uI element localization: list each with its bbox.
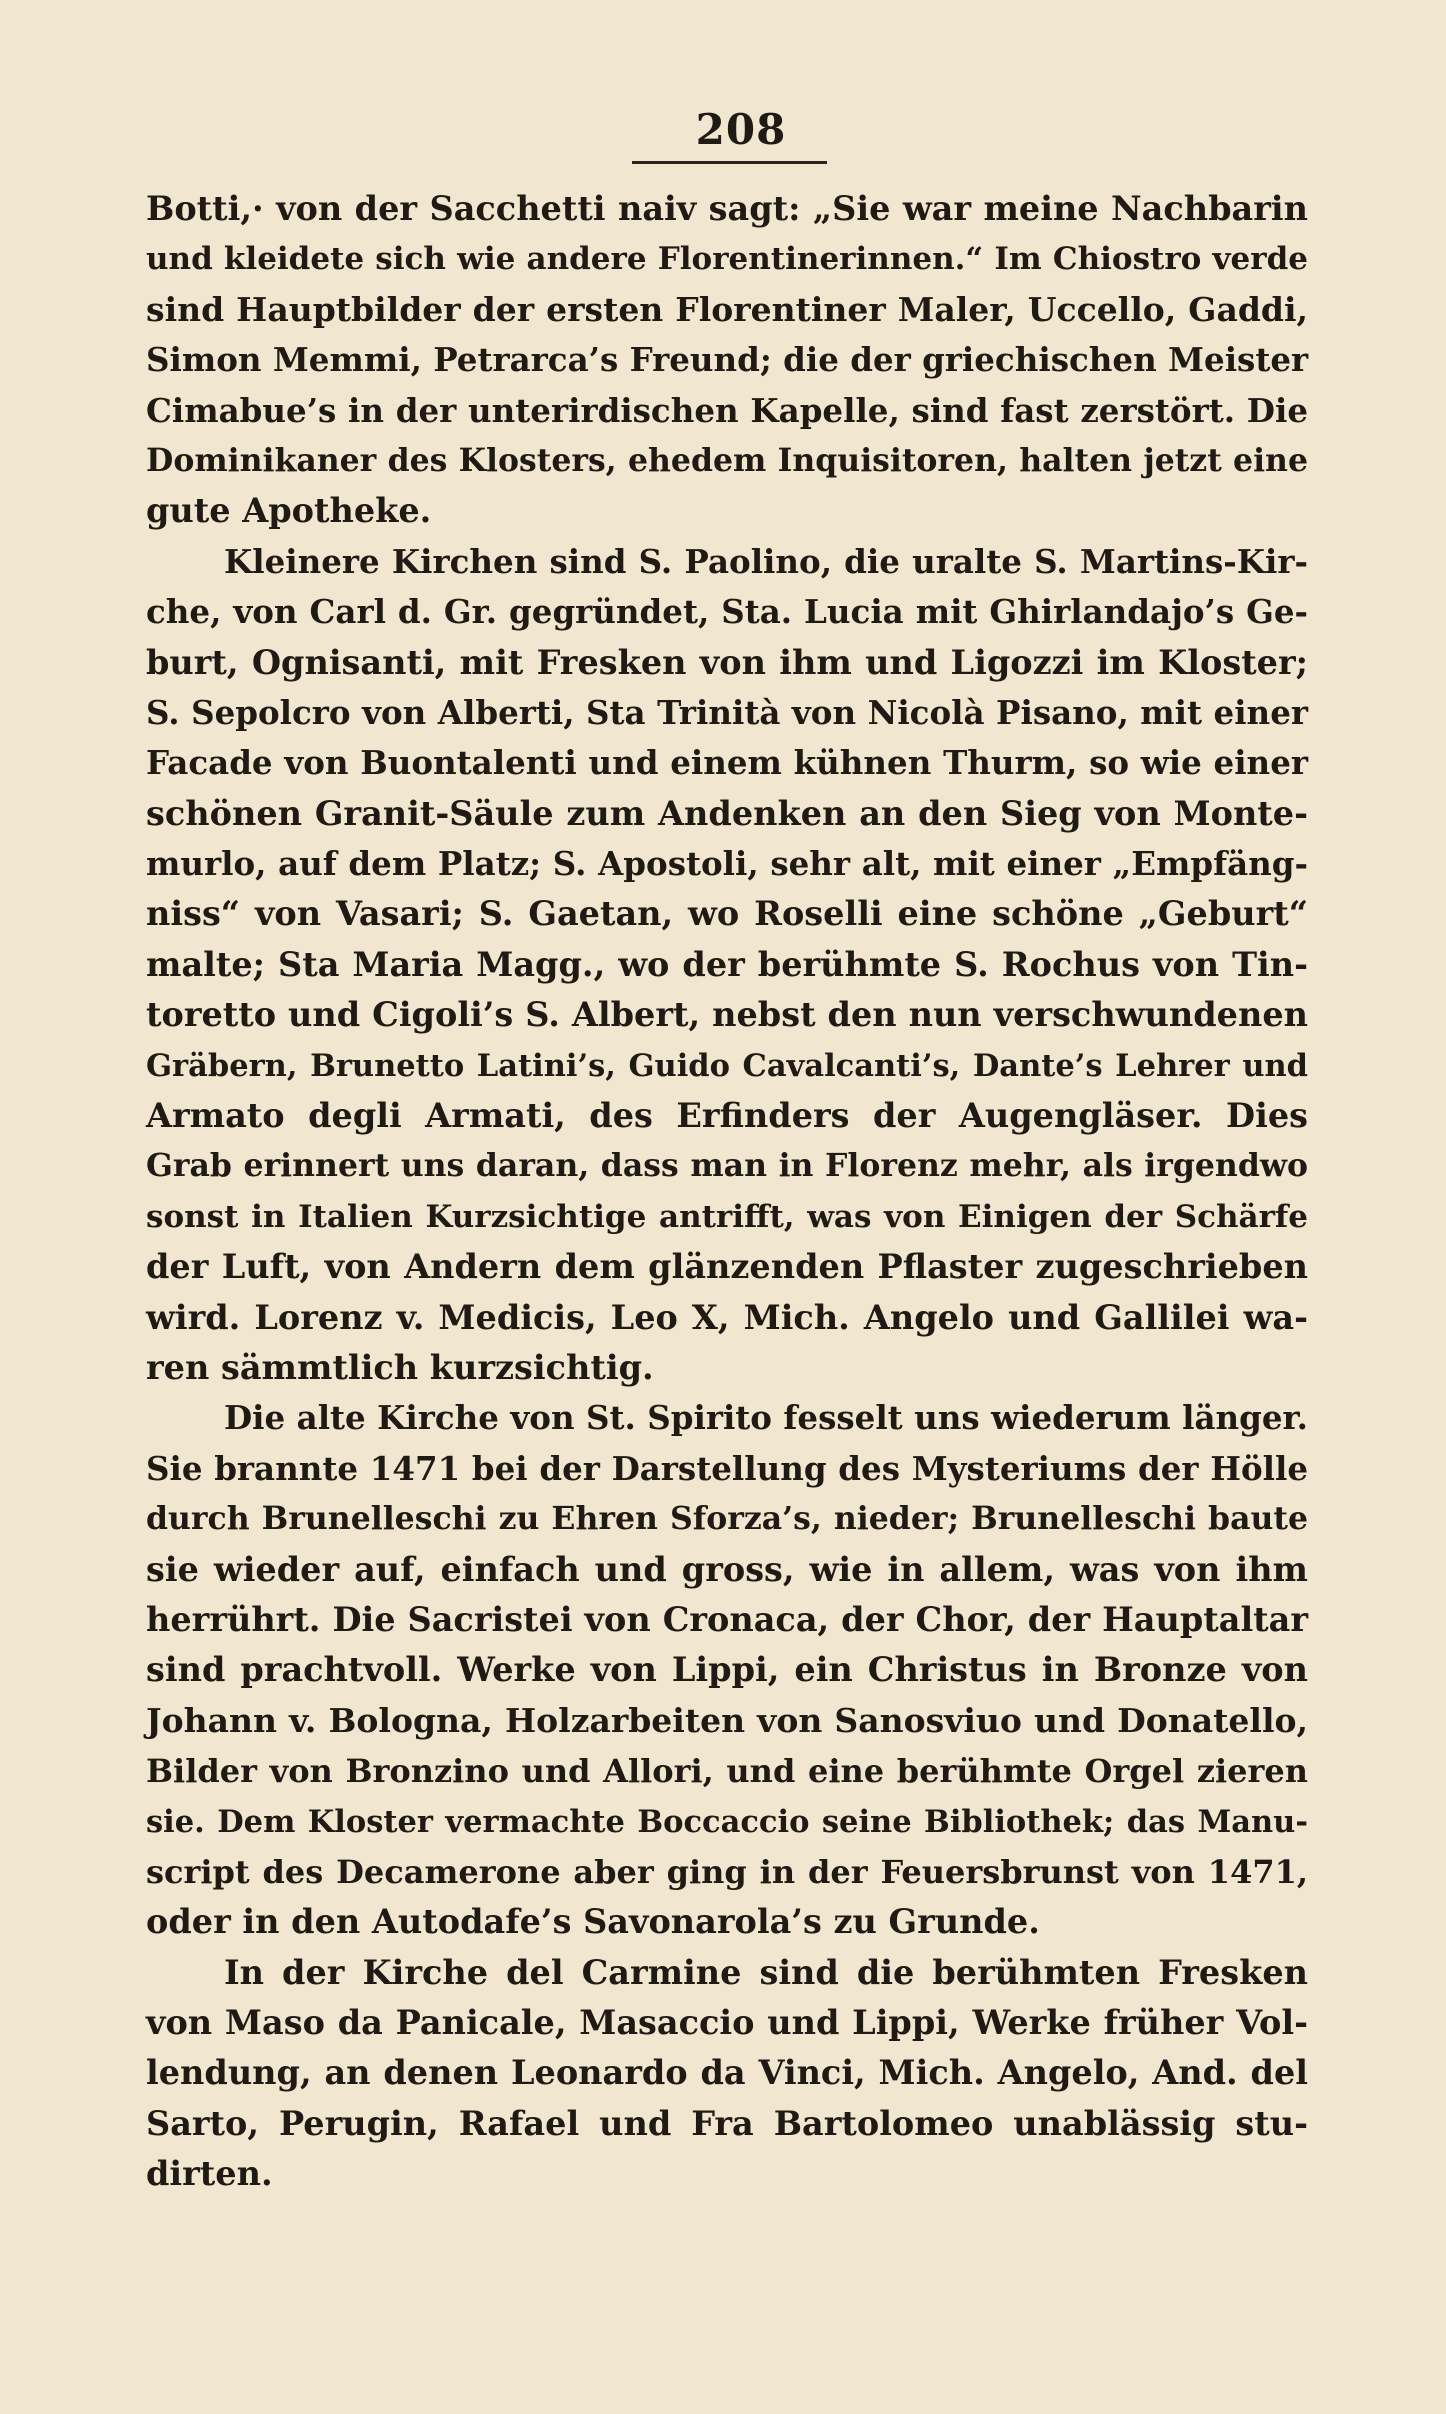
text-line: Sie brannte 1471 bei der Darstellung des Mysteriums der Hölle (146, 1448, 1308, 1488)
text-line: Simon Memmi, Petrarca’s Freund; die der griechischen Meister (146, 340, 1309, 380)
text-line: malte; Sta Maria Magg., wo der berühmte S. Rochus von Tin- (146, 944, 1308, 984)
text-line: Armato degli Armati, des Erfinders der Augengläser. Dies (146, 1096, 1308, 1136)
text-line: durch Brunelleschi zu Ehren Sforza’s, nieder; Brunelleschi baute (146, 1500, 1308, 1538)
text-line: che, von Carl d. Gr. gegründet, Sta. Lucia mit Ghirlandajo’s Ge- (146, 592, 1308, 632)
body-text (146, 184, 1308, 2200)
text-line: Gräbern, Brunetto Latini’s, Guido Cavalcanti’s, Dante’s Lehrer und (146, 1047, 1308, 1084)
text-line: und kleidete sich wie andere Florentinerinnen.“ Im Chiostro verde (146, 241, 1308, 278)
text-line: Bilder von Bronzino und Allori, und eine berühmte Orgel zieren (146, 1752, 1308, 1791)
text-line: Sarto, Perugin, Rafael und Fra Bartolomeo unablässig stu- (146, 2103, 1308, 2143)
text-line: toretto und Cigoli’s S. Albert, nebst den nun verschwundenen (146, 995, 1308, 1035)
text-line: lendung, an denen Leonardo da Vinci, Mich. Angelo, And. del (146, 2053, 1308, 2093)
text-line: Dominikaner des Klosters, ehedem Inquisitoren, halten jetzt eine (146, 441, 1308, 479)
text-line: murlo, auf dem Platz; S. Apostoli, sehr alt, mit einer „Empfäng- (146, 844, 1308, 884)
text-line: sind Hauptbilder der ersten Florentiner Maler, Uccello, Gaddi, (146, 289, 1308, 329)
text-line: Botti,· von der Sacchetti naiv sagt: „Sie war meine Nachbarin (146, 189, 1308, 228)
text-line: sonst in Italien Kurzsichtige antrifft, was von Einigen der Schärfe (146, 1198, 1308, 1235)
text-line: Die alte Kirche von St. Spirito fesselt uns wiederum länger. (224, 1398, 1308, 1438)
text-line: wird. Lorenz v. Medicis, Leo X, Mich. Angelo und Gallilei wa- (146, 1297, 1308, 1337)
text-line: burt, Ognisanti, mit Fresken von ihm und Ligozzi im Kloster; (146, 642, 1308, 682)
text-line: Cimabue’s in der unterirdischen Kapelle, sind fast zerstört. Die (146, 390, 1308, 430)
text-line: herrührt. Die Sacristei von Cronaca, der Chor, der Hauptaltar (146, 1599, 1308, 1639)
text-line: gute Apotheke. (146, 491, 432, 531)
text-line: der Luft, von Andern dem glänzenden Pflaster zugeschrieben (146, 1247, 1308, 1287)
text-line: Johann v. Bologna, Holzarbeiten von Sanosviuo und Donatello, (146, 1700, 1308, 1740)
text-line: ren sämmtlich kurzsichtig. (146, 1347, 654, 1387)
text-line: dirten. (146, 2154, 273, 2194)
text-line: In der Kirche del Carmine sind die berühmten Fresken (224, 1952, 1308, 1992)
text-line: sie wieder auf, einfach und gross, wie in allem, was von ihm (146, 1549, 1308, 1589)
text-line: von Maso da Panicale, Masaccio und Lippi, Werke früher Vol- (146, 2003, 1308, 2043)
text-line: Grab erinnert uns daran, dass man in Florenz mehr, als irgendwo (146, 1147, 1308, 1185)
text-line: niss“ von Vasari; S. Gaetan, wo Roselli eine schöne „Geburt“ (146, 894, 1308, 934)
text-line: S. Sepolcro von Alberti, Sta Trinità von Nicolà Pisano, mit einer (146, 692, 1308, 732)
text-line: Kleinere Kirchen sind S. Paolino, die uralte S. Martins-Kir- (224, 541, 1308, 581)
text-line: sind prachtvoll. Werke von Lippi, ein Christus in Bronze von (146, 1650, 1308, 1690)
text-line: Facade von Buontalenti und einem kühnen Thurm, so wie einer (146, 743, 1308, 783)
text-line: sie. Dem Kloster vermachte Boccaccio seine Bibliothek; das Manu- (146, 1803, 1308, 1840)
text-line: oder in den Autodafe’s Savonarola’s zu Grunde. (146, 1902, 1040, 1942)
page-number: 208 (695, 105, 787, 154)
text-line: schönen Granit-Säule zum Andenken an den Sieg von Monte- (146, 793, 1308, 833)
page-number-rule (632, 161, 827, 164)
text-line: script des Decamerone aber ging in der Feuersbrunst von 1471, (146, 1852, 1308, 1891)
